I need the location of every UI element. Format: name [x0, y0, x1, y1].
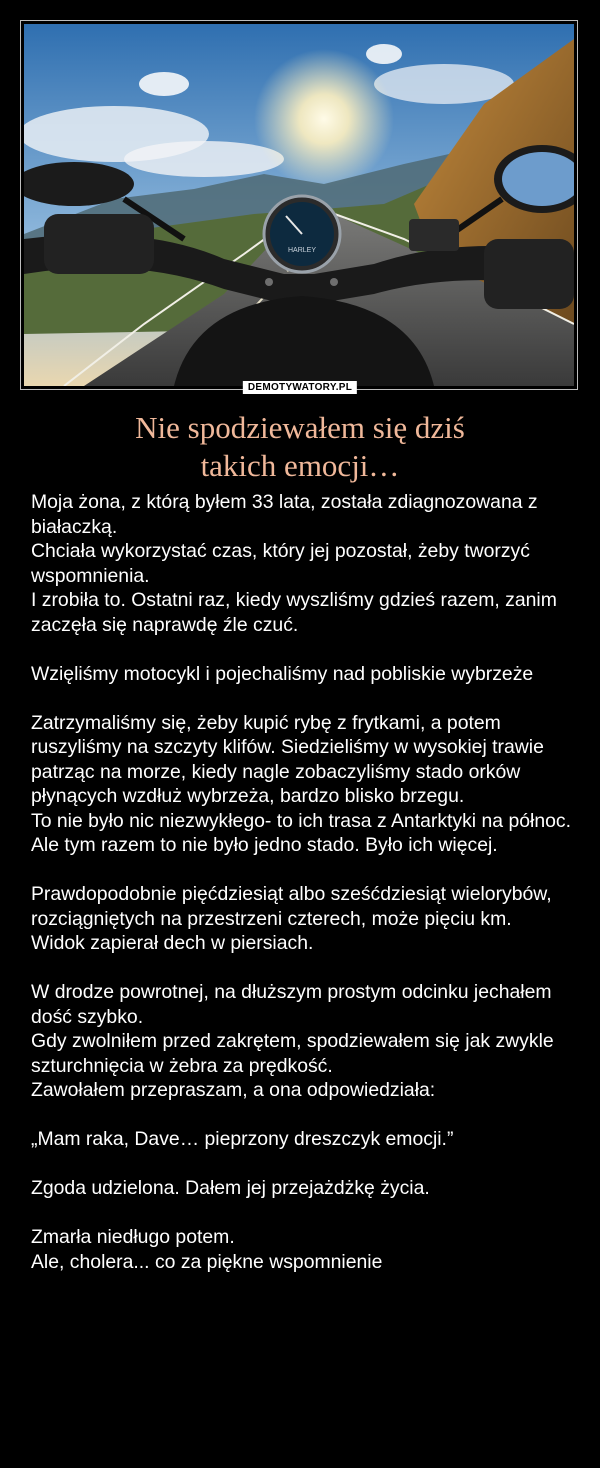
paragraph: Wzięliśmy motocykl i pojechaliśmy nad pobliskie wybrzeże: [31, 662, 534, 685]
paragraph: Zatrzymaliśmy się, żeby kupić rybę z frytkami, a potem ruszyliśmy na szczyty klifów. Siedzieliśmy w wysokiej trawie patrząc na morze, kiedy nagle zobaczyliśmy stado orków płynących wzdłuż wybrzeża, bardzo blisko brzegu.: [31, 711, 544, 807]
paragraph: Zmarła niedługo potem.: [31, 1226, 235, 1248]
spacer: [31, 1152, 576, 1177]
spacer: [31, 637, 576, 662]
paragraph: Ale, cholera... co za piękne wspomnienie: [31, 1250, 383, 1273]
motorcycle-road-photo: [24, 24, 574, 386]
title-line-2: takich emocji…: [200, 448, 400, 483]
page-title: [0, 409, 600, 485]
paragraph: Zawołałem przepraszam, a ona odpowiedziała:: [31, 1079, 436, 1101]
paragraph: Gdy zwolniłem przed zakrętem, spodziewałem się jak zwykle szturchnięcia w żebra za prędkość.: [31, 1030, 554, 1077]
paragraph: Chciała wykorzystać czas, który jej pozostał, żeby tworzyć wspomnienia.: [31, 540, 530, 587]
paragraph: Zgoda udzielona. Dałem jej przejażdżkę życia.: [31, 1177, 430, 1199]
title-line-1: Nie spodziewałem się dziś: [135, 410, 465, 445]
paragraph: Moja żona, z którą byłem 33 lata, została zdiagnozowana z białaczką.: [31, 491, 538, 538]
watermark: DEMOTYWATORY.PL: [243, 381, 357, 394]
image-frame: [20, 20, 578, 390]
paragraph: Widok zapierał dech w piersiach.: [31, 932, 314, 954]
spacer: [31, 956, 576, 981]
spacer: [31, 686, 576, 711]
spacer: [31, 1201, 576, 1226]
story-text: [31, 490, 576, 1274]
spacer: [31, 858, 576, 883]
photo-illustration: [24, 24, 574, 386]
paragraph: Prawdopodobnie pięćdziesiąt albo sześćdziesiąt wielorybów, rozciągniętych na przestrzeni czterech, może pięciu km.: [31, 883, 552, 930]
paragraph: I zrobiła to. Ostatni raz, kiedy wyszliśmy gdzieś razem, zanim zaczęła się naprawdę źle czuć.: [31, 589, 557, 636]
paragraph: W drodze powrotnej, na dłuższym prostym odcinku jechałem dość szybko.: [31, 981, 552, 1028]
paragraph: To nie było nic niezwykłego- to ich trasa z Antarktyki na północ.: [31, 809, 571, 832]
paragraph: „Mam raka, Dave… pieprzony dreszczyk emocji.”: [31, 1128, 454, 1150]
paragraph: Ale tym razem to nie było jedno stado. Było ich więcej.: [31, 834, 498, 856]
speedometer-label: HARLEY: [287, 247, 317, 254]
spacer: [31, 1103, 576, 1128]
